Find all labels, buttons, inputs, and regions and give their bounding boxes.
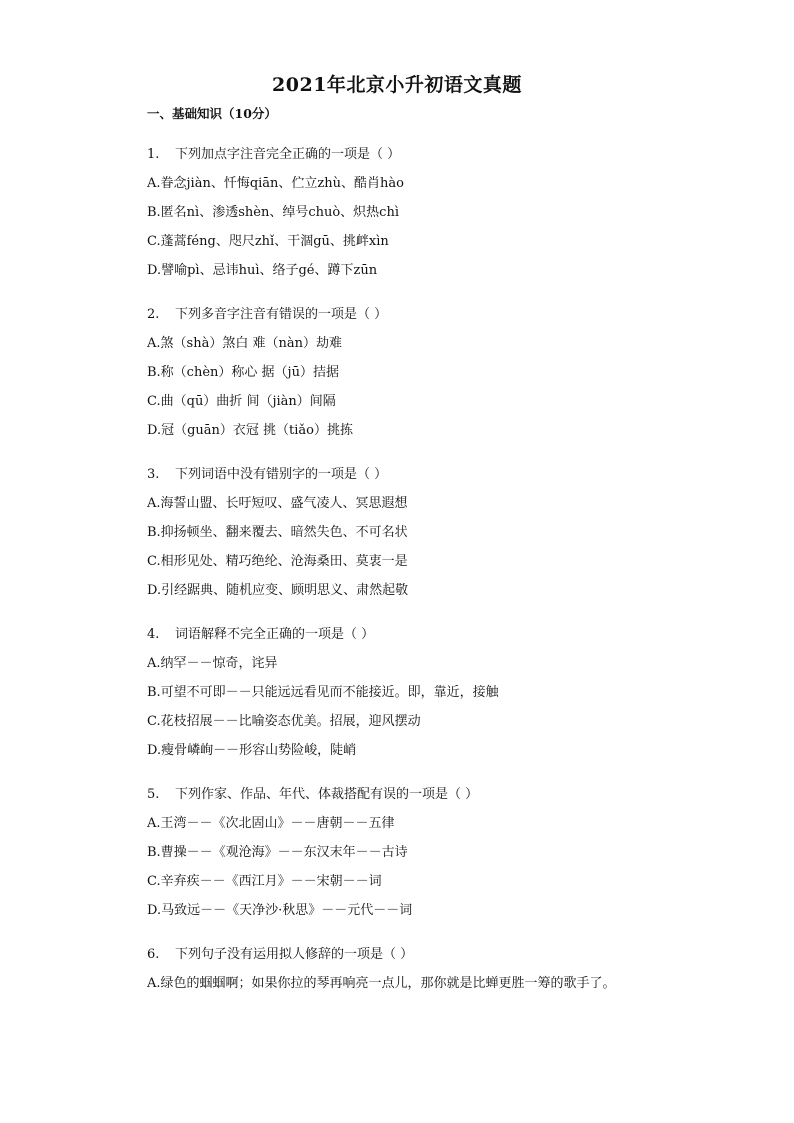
option-a: A.眷念jiàn、忏悔qiān、伫立zhù、酷肖hào [147,176,404,191]
question-text: 下列句子没有运用拟人修辞的一项是（ ） [175,947,414,962]
question-stem [147,626,707,644]
option-b: B.称（chèn）称心 据（jū）拮据 [147,365,339,380]
question-4 [147,626,707,760]
section-heading: 一、基础知识（10分） [147,106,277,121]
option-a: A.绿色的蝈蝈啊；如果你拉的琴再响亮一点儿，那你就是比蝉更胜一筹的歌手了。 [147,976,616,991]
question-stem [147,466,707,484]
question-stem [147,306,707,324]
question-text: 下列作家、作品、年代、体裁搭配有误的一项是（ ） [175,787,479,802]
document-title: 2021年北京小升初语文真题 [272,74,522,96]
question-5 [147,786,707,920]
option-d: D.马致远－－《天净沙·秋思》－－元代－－词 [147,903,413,918]
question-number: 5. [147,787,160,802]
question-number: 4. [147,627,160,642]
question-number: 1. [147,147,160,162]
option-d: D.冠（guān）衣冠 挑（tiǎo）挑拣 [147,423,354,438]
question-1 [147,146,707,280]
question-2 [147,306,707,440]
option-d: D.瘦骨嶙峋－－形容山势险峻，陡峭 [147,743,357,758]
question-stem [147,946,707,964]
option-d: D.引经踞典、随机应变、顾明思义、肃然起敬 [147,583,409,598]
option-a: A.纳罕－－惊奇，诧异 [147,656,278,671]
question-list [147,146,707,1019]
option-b: B.可望不可即－－只能远远看见而不能接近。即，靠近，接触 [147,685,499,700]
question-stem [147,786,707,804]
question-stem [147,146,707,164]
option-d: D.譬喻pì、忌讳huì、络子gé、蹲下zūn [147,263,378,278]
option-a: A.王湾－－《次北固山》－－唐朝－－五律 [147,816,395,831]
option-b: B.曹操－－《观沧海》－－东汉末年－－古诗 [147,845,408,860]
option-b: B.匿名nì、渗透shèn、绰号chuò、炽热chì [147,205,399,220]
option-c: C.花枝招展－－比喻姿态优美。招展，迎风摆动 [147,714,421,729]
option-a: A.煞（shà）煞白 难（nàn）劫难 [147,336,342,351]
question-number: 2. [147,307,160,322]
question-text: 词语解释不完全正确的一项是（ ） [175,627,375,642]
option-a: A.海誓山盟、长吁短叹、盛气凌人、冥思遐想 [147,496,408,511]
option-c: C.辛弃疾－－《西江月》－－宋朝－－词 [147,874,382,889]
option-c: C.相形见处、精巧绝纶、沧海桑田、莫衷一是 [147,554,408,569]
option-b: B.抑扬顿坐、翻来覆去、暗然失色、不可名状 [147,525,408,540]
question-6 [147,946,707,993]
option-c: C.曲（qū）曲折 间（jiàn）间隔 [147,394,336,409]
question-number: 6. [147,947,160,962]
question-3 [147,466,707,600]
question-number: 3. [147,467,160,482]
question-text: 下列多音字注音有错误的一项是（ ） [175,307,388,322]
question-text: 下列词语中没有错别字的一项是（ ） [175,467,388,482]
question-text: 下列加点字注音完全正确的一项是（ ） [175,147,401,162]
option-c: C.蓬蒿féng、咫尺zhǐ、干涸gū、挑衅xìn [147,234,389,249]
